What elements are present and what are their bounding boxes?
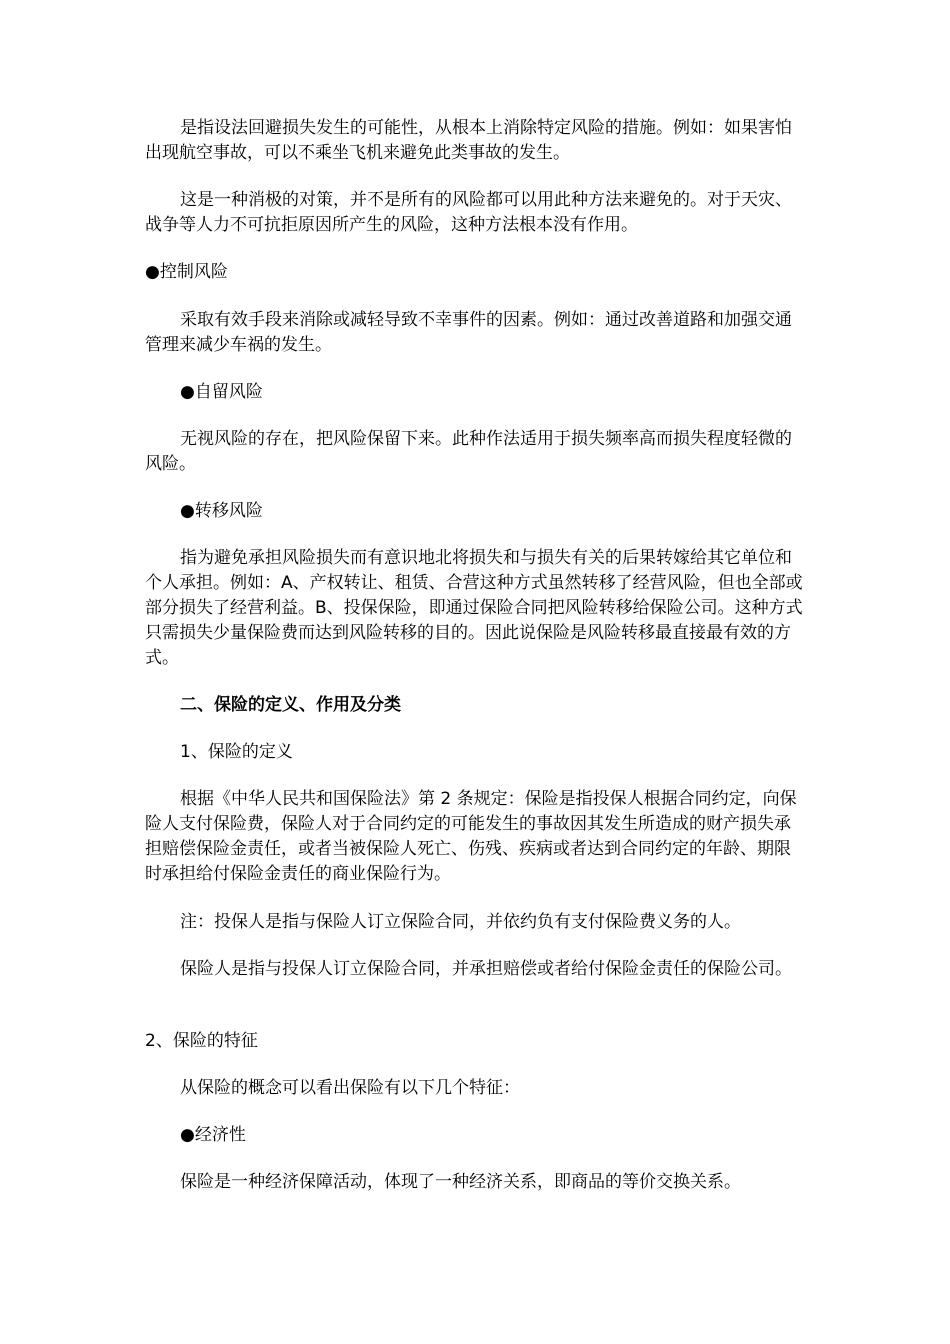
heading-economic: ●经济性 xyxy=(180,1125,246,1145)
paragraph-avoid-risk-definition: 是指设法回避损失发生的可能性，从根本上消除特定风险的措施。例如：如果害怕出现航空事故，可以不乘坐飞机来避免此类事故的发生。 xyxy=(145,118,792,163)
paragraph-avoid-risk-note: 这是一种消极的对策，并不是所有的风险都可以用此种方法来避免的。对于天灾、战争等人力不可抗拒原因所产生的风险，这种方法根本没有作用。 xyxy=(145,190,792,235)
heading-insurance-features: 2、保险的特征 xyxy=(145,1031,258,1051)
section-heading-insurance: 二、保险的定义、作用及分类 xyxy=(180,695,401,715)
paragraph-transfer-risk: 指为避免承担风险损失而有意识地北将损失和与损失有关的后果转嫁给其它单位和个人承担。例如：A、产权转让、租赁、合营这种方式虽然转移了经营风险，但也全部或部分损失了经营利益。B、投保保险，即通过保险合同把风险转移给保险公司。这种方式只需损失少量保险费而达到风险转移的目的。因此说保险是风险转移最直接最有效的方式。 xyxy=(145,548,803,668)
heading-insurance-definition: 1、保险的定义 xyxy=(180,742,293,762)
heading-control-risk: ●控制风险 xyxy=(145,262,228,282)
paragraph-control-risk: 采取有效手段来消除或减轻导致不幸事件的因素。例如：通过改善道路和加强交通管理来减少车祸的发生。 xyxy=(145,310,792,355)
heading-transfer-risk: ●转移风险 xyxy=(180,501,263,521)
paragraph-policyholder-note: 注：投保人是指与保险人订立保险合同，并依约负有支付保险费义务的人。 xyxy=(180,912,741,932)
paragraph-economic: 保险是一种经济保障活动，体现了一种经济关系，即商品的等价交换关系。 xyxy=(180,1172,741,1192)
paragraph-features-intro: 从保险的概念可以看出保险有以下几个特征： xyxy=(180,1078,520,1098)
heading-retain-risk: ●自留风险 xyxy=(180,382,263,402)
paragraph-retain-risk: 无视风险的存在，把风险保留下来。此种作法适用于损失频率高而损失程度轻微的风险。 xyxy=(145,429,792,474)
paragraph-insurer-definition: 保险人是指与投保人订立保险合同，并承担赔偿或者给付保险金责任的保险公司。 xyxy=(180,959,792,979)
paragraph-insurance-law: 根据《中华人民共和国保险法》第 2 条规定：保险是指投保人根据合同约定，向保险人支付保险费，保险人对于合同约定的可能发生的事故因其发生所造成的财产损失承担赔偿保险金责任，或者当被保险人死亡、伤残、疾病或者达到合同约定的年龄、期限时承担给付保险金责任的商业保险行为。 xyxy=(145,789,797,884)
